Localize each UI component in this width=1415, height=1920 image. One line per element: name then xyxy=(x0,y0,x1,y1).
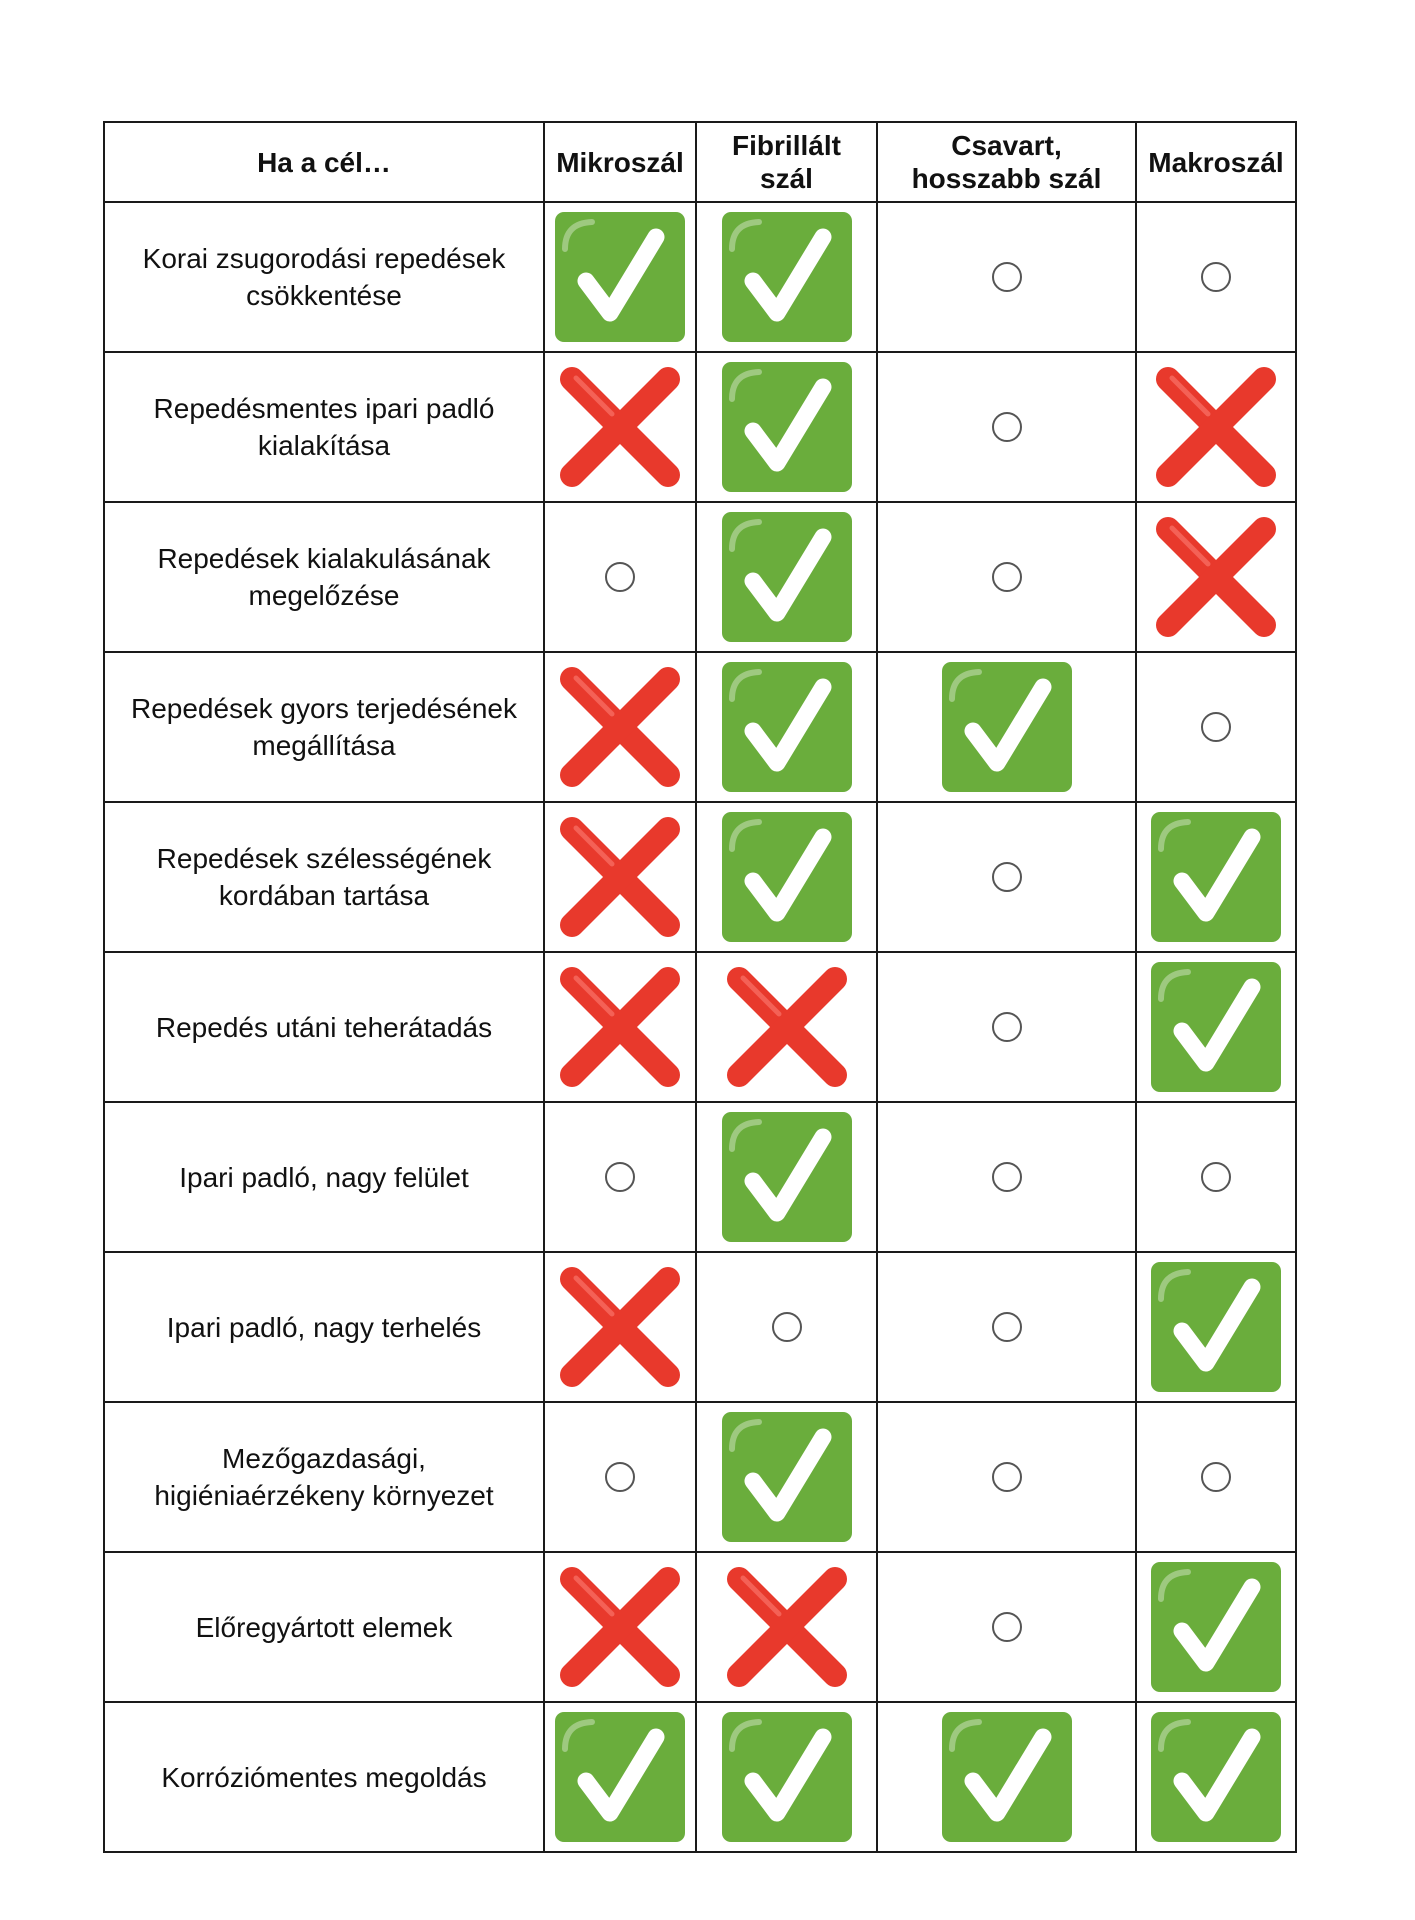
empty-circle-icon xyxy=(878,1403,1135,1551)
mark-cell-fibrillalt xyxy=(696,1102,877,1252)
goal-cell: Repedések szélességének kordában tartása xyxy=(104,802,544,952)
goal-cell: Mezőgazdasági, higiéniaérzékeny környezet xyxy=(104,1402,544,1552)
mark-cell-csavart xyxy=(877,202,1136,352)
mark-cell-fibrillalt xyxy=(696,1702,877,1852)
empty-circle-icon xyxy=(878,353,1135,501)
mark-cell-csavart xyxy=(877,802,1136,952)
goal-cell: Korai zsugorodási repedések csökkentése xyxy=(104,202,544,352)
header-row xyxy=(104,122,1296,202)
empty-circle-icon xyxy=(878,1253,1135,1401)
green-check-icon xyxy=(697,503,876,651)
mark-cell-mikroszal xyxy=(544,502,696,652)
goal-cell: Repedés utáni teherátadás xyxy=(104,952,544,1102)
table-row xyxy=(104,202,1296,352)
header-fibrillalt-szal xyxy=(696,122,877,202)
red-cross-icon xyxy=(545,1553,695,1701)
table-row xyxy=(104,652,1296,802)
mark-cell-mikroszal xyxy=(544,1252,696,1402)
mark-cell-csavart xyxy=(877,1702,1136,1852)
red-cross-icon xyxy=(545,653,695,801)
goal-cell: Korróziómentes megoldás xyxy=(104,1702,544,1852)
mark-cell-csavart xyxy=(877,1552,1136,1702)
mark-cell-mikroszal xyxy=(544,202,696,352)
mark-cell-fibrillalt xyxy=(696,1252,877,1402)
mark-cell-fibrillalt xyxy=(696,952,877,1102)
mark-cell-fibrillalt xyxy=(696,1552,877,1702)
mark-cell-csavart xyxy=(877,652,1136,802)
goal-cell: Előregyártott elemek xyxy=(104,1552,544,1702)
empty-circle-icon xyxy=(545,503,695,651)
mark-cell-csavart xyxy=(877,502,1136,652)
empty-circle-icon xyxy=(878,1103,1135,1251)
mark-cell-csavart xyxy=(877,1252,1136,1402)
mark-cell-mikroszal xyxy=(544,352,696,502)
table-row xyxy=(104,502,1296,652)
goal-cell: Repedésmentes ipari padló kialakítása xyxy=(104,352,544,502)
green-check-icon xyxy=(1137,953,1295,1101)
green-check-icon xyxy=(1137,1553,1295,1701)
table-row xyxy=(104,352,1296,502)
goal-cell: Repedések gyors terjedésének megállítása xyxy=(104,652,544,802)
empty-circle-icon xyxy=(878,803,1135,951)
header-mikroszal: Mikroszál xyxy=(544,122,696,202)
empty-circle-icon xyxy=(878,953,1135,1101)
mark-cell-csavart xyxy=(877,1402,1136,1552)
mark-cell-makroszal xyxy=(1136,502,1296,652)
green-check-icon xyxy=(878,653,1135,801)
empty-circle-icon xyxy=(1137,653,1295,801)
green-check-icon xyxy=(697,803,876,951)
green-check-icon xyxy=(545,1703,695,1851)
fiber-comparison-table xyxy=(103,121,1297,1853)
green-check-icon xyxy=(697,353,876,501)
green-check-icon xyxy=(545,203,695,351)
table-row xyxy=(104,1102,1296,1252)
goal-cell: Ipari padló, nagy terhelés xyxy=(104,1252,544,1402)
mark-cell-mikroszal xyxy=(544,802,696,952)
red-cross-icon xyxy=(545,1253,695,1401)
mark-cell-csavart xyxy=(877,1102,1136,1252)
green-check-icon xyxy=(878,1703,1135,1851)
table-row xyxy=(104,1402,1296,1552)
header-goal: Ha a cél… xyxy=(104,122,544,202)
green-check-icon xyxy=(697,1403,876,1551)
table-row xyxy=(104,1702,1296,1852)
mark-cell-mikroszal xyxy=(544,952,696,1102)
mark-cell-fibrillalt xyxy=(696,352,877,502)
table-row xyxy=(104,1552,1296,1702)
mark-cell-fibrillalt xyxy=(696,652,877,802)
red-cross-icon xyxy=(697,953,876,1101)
empty-circle-icon xyxy=(545,1403,695,1551)
mark-cell-fibrillalt xyxy=(696,502,877,652)
mark-cell-makroszal xyxy=(1136,952,1296,1102)
empty-circle-icon xyxy=(878,503,1135,651)
mark-cell-csavart xyxy=(877,352,1136,502)
mark-cell-fibrillalt xyxy=(696,202,877,352)
mark-cell-csavart xyxy=(877,952,1136,1102)
green-check-icon xyxy=(1137,803,1295,951)
mark-cell-makroszal xyxy=(1136,1252,1296,1402)
green-check-icon xyxy=(697,203,876,351)
green-check-icon xyxy=(697,653,876,801)
table-row xyxy=(104,952,1296,1102)
mark-cell-makroszal xyxy=(1136,1102,1296,1252)
mark-cell-fibrillalt xyxy=(696,802,877,952)
empty-circle-icon xyxy=(878,1553,1135,1701)
red-cross-icon xyxy=(1137,503,1295,651)
mark-cell-makroszal xyxy=(1136,802,1296,952)
header-csavart-label: Csavart, hosszabb szál xyxy=(911,130,1102,194)
table-row xyxy=(104,802,1296,952)
table-row xyxy=(104,1252,1296,1402)
red-cross-icon xyxy=(697,1553,876,1701)
mark-cell-makroszal xyxy=(1136,652,1296,802)
red-cross-icon xyxy=(545,953,695,1101)
red-cross-icon xyxy=(1137,353,1295,501)
mark-cell-fibrillalt xyxy=(696,1402,877,1552)
green-check-icon xyxy=(697,1703,876,1851)
mark-cell-mikroszal xyxy=(544,1552,696,1702)
goal-cell: Repedések kialakulásának megelőzése xyxy=(104,502,544,652)
green-check-icon xyxy=(697,1103,876,1251)
mark-cell-mikroszal xyxy=(544,1402,696,1552)
empty-circle-icon xyxy=(878,203,1135,351)
empty-circle-icon xyxy=(545,1103,695,1251)
mark-cell-mikroszal xyxy=(544,1702,696,1852)
empty-circle-icon xyxy=(1137,1103,1295,1251)
mark-cell-mikroszal xyxy=(544,1102,696,1252)
header-makroszal: Makroszál xyxy=(1136,122,1296,202)
red-cross-icon xyxy=(545,803,695,951)
header-csavart-szal xyxy=(877,122,1136,202)
mark-cell-makroszal xyxy=(1136,1552,1296,1702)
mark-cell-mikroszal xyxy=(544,652,696,802)
table-body xyxy=(104,202,1296,1852)
mark-cell-makroszal xyxy=(1136,1402,1296,1552)
red-cross-icon xyxy=(545,353,695,501)
green-check-icon xyxy=(1137,1703,1295,1851)
empty-circle-icon xyxy=(1137,203,1295,351)
mark-cell-makroszal xyxy=(1136,1702,1296,1852)
header-fibrillalt-label: Fibrillált szál xyxy=(732,130,841,194)
goal-cell: Ipari padló, nagy felület xyxy=(104,1102,544,1252)
empty-circle-icon xyxy=(697,1253,876,1401)
mark-cell-makroszal xyxy=(1136,202,1296,352)
mark-cell-makroszal xyxy=(1136,352,1296,502)
green-check-icon xyxy=(1137,1253,1295,1401)
empty-circle-icon xyxy=(1137,1403,1295,1551)
table-header xyxy=(104,122,1296,202)
